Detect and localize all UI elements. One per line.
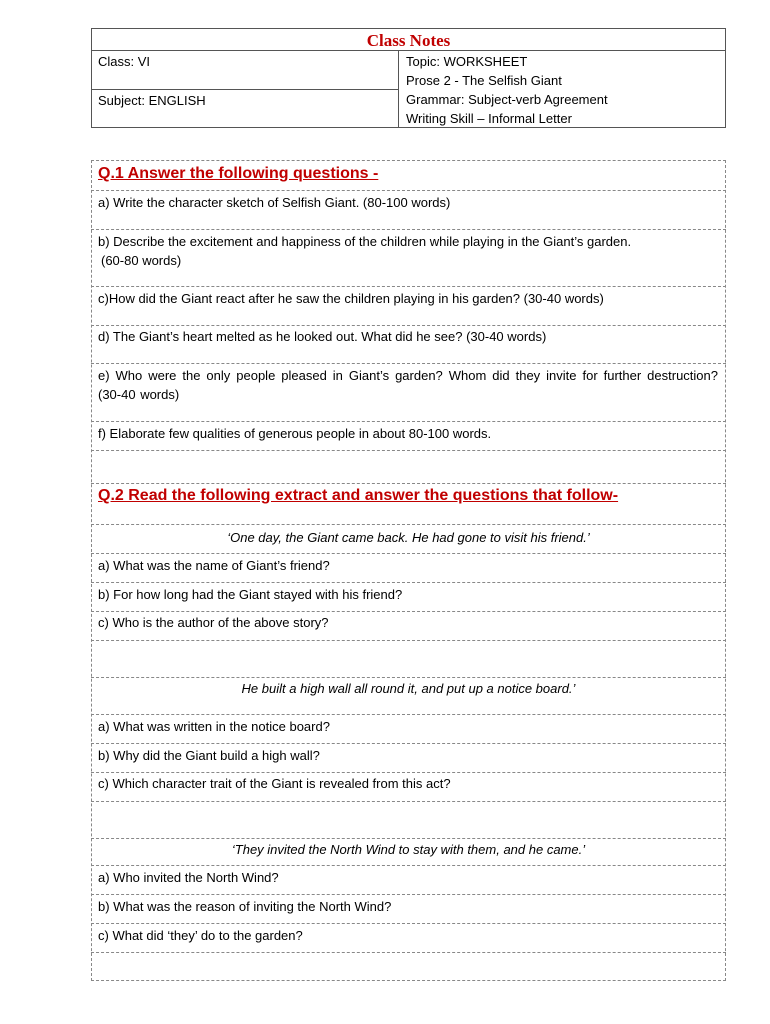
q1-item-e: e) Who were the only people pleased in Giant’s garden? Whom did they invite for further destruction? (30-40 words): [98, 368, 718, 402]
row-divider: [91, 524, 726, 525]
q2-e2-item-b: b) Why did the Giant build a high wall?: [98, 748, 320, 763]
extract-quote: ‘They invited the North Wind to stay with them, and he came.’: [231, 842, 586, 857]
extract-quote: He built a high wall all round it, and put up a notice board.’: [241, 681, 576, 696]
row-divider: [91, 743, 726, 744]
extract-quote: ‘One day, the Giant came back. He had gone to visit his friend.’: [227, 530, 590, 545]
q1-item-d: d) The Giant’s heart melted as he looked out. What did he see? (30-40 words): [98, 329, 547, 344]
q2-e1-item-c: c) Who is the author of the above story?: [98, 615, 329, 630]
row-divider: [91, 677, 726, 678]
row-divider: [91, 363, 726, 364]
row-divider: [91, 450, 726, 451]
row-divider: [91, 190, 726, 191]
row-divider: [91, 772, 726, 773]
row-divider: [91, 923, 726, 924]
row-divider: [91, 325, 726, 326]
row-divider: [91, 640, 726, 641]
q2-e3-item-b: b) What was the reason of inviting the North Wind?: [98, 899, 392, 914]
subject-label: Subject: ENGLISH: [98, 93, 206, 108]
topic-line: Grammar: Subject-verb Agreement: [406, 92, 608, 107]
class-label: Class: VI: [98, 54, 151, 69]
row-divider: [91, 229, 726, 230]
q1-item-c: c)How did the Giant react after he saw the children playing in his garden? (30-40 words): [98, 291, 604, 306]
row-divider: [91, 952, 726, 953]
q2-e1-item-a: a) What was the name of Giant’s friend?: [98, 558, 330, 573]
row-divider: [91, 714, 726, 715]
q2-heading: Q.2 Read the following extract and answer the questions that follow-: [98, 487, 619, 504]
topic-line: Prose 2 - The Selfish Giant: [406, 73, 562, 88]
q1-item-f: f) Elaborate few qualities of generous people in about 80-100 words.: [98, 426, 492, 441]
row-divider: [91, 582, 726, 583]
q2-e2-item-a: a) What was written in the notice board?: [98, 719, 330, 734]
row-divider: [91, 801, 726, 802]
q2-e3-item-a: a) Who invited the North Wind?: [98, 870, 279, 885]
page-title: Class Notes: [366, 31, 451, 50]
row-divider: [91, 286, 726, 287]
q1-heading: Q.1 Answer the following questions -: [98, 165, 379, 182]
topic-line: Topic: WORKSHEET: [406, 54, 528, 69]
row-divider: [91, 894, 726, 895]
header-divider: [91, 50, 726, 51]
q2-e2-item-c: c) Which character trait of the Giant is revealed from this act?: [98, 776, 451, 791]
row-divider: [91, 421, 726, 422]
header-row-divider: [91, 89, 398, 90]
q1-item-a: a) Write the character sketch of Selfish Giant. (80-100 words): [98, 195, 451, 210]
row-divider: [91, 553, 726, 554]
topic-line: Writing Skill – Informal Letter: [406, 111, 572, 126]
q2-e1-item-b: b) For how long had the Giant stayed with his friend?: [98, 587, 403, 602]
header-column-divider: [398, 50, 399, 128]
q2-e3-item-c: c) What did ‘they’ do to the garden?: [98, 928, 303, 943]
row-divider: [91, 611, 726, 612]
row-divider: [91, 483, 726, 484]
q1-item-b-cont: (60-80 words): [101, 253, 182, 268]
row-divider: [91, 838, 726, 839]
q1-item-b: b) Describe the excitement and happiness of the children while playing in the Giant’s garden.: [98, 234, 632, 249]
row-divider: [91, 865, 726, 866]
